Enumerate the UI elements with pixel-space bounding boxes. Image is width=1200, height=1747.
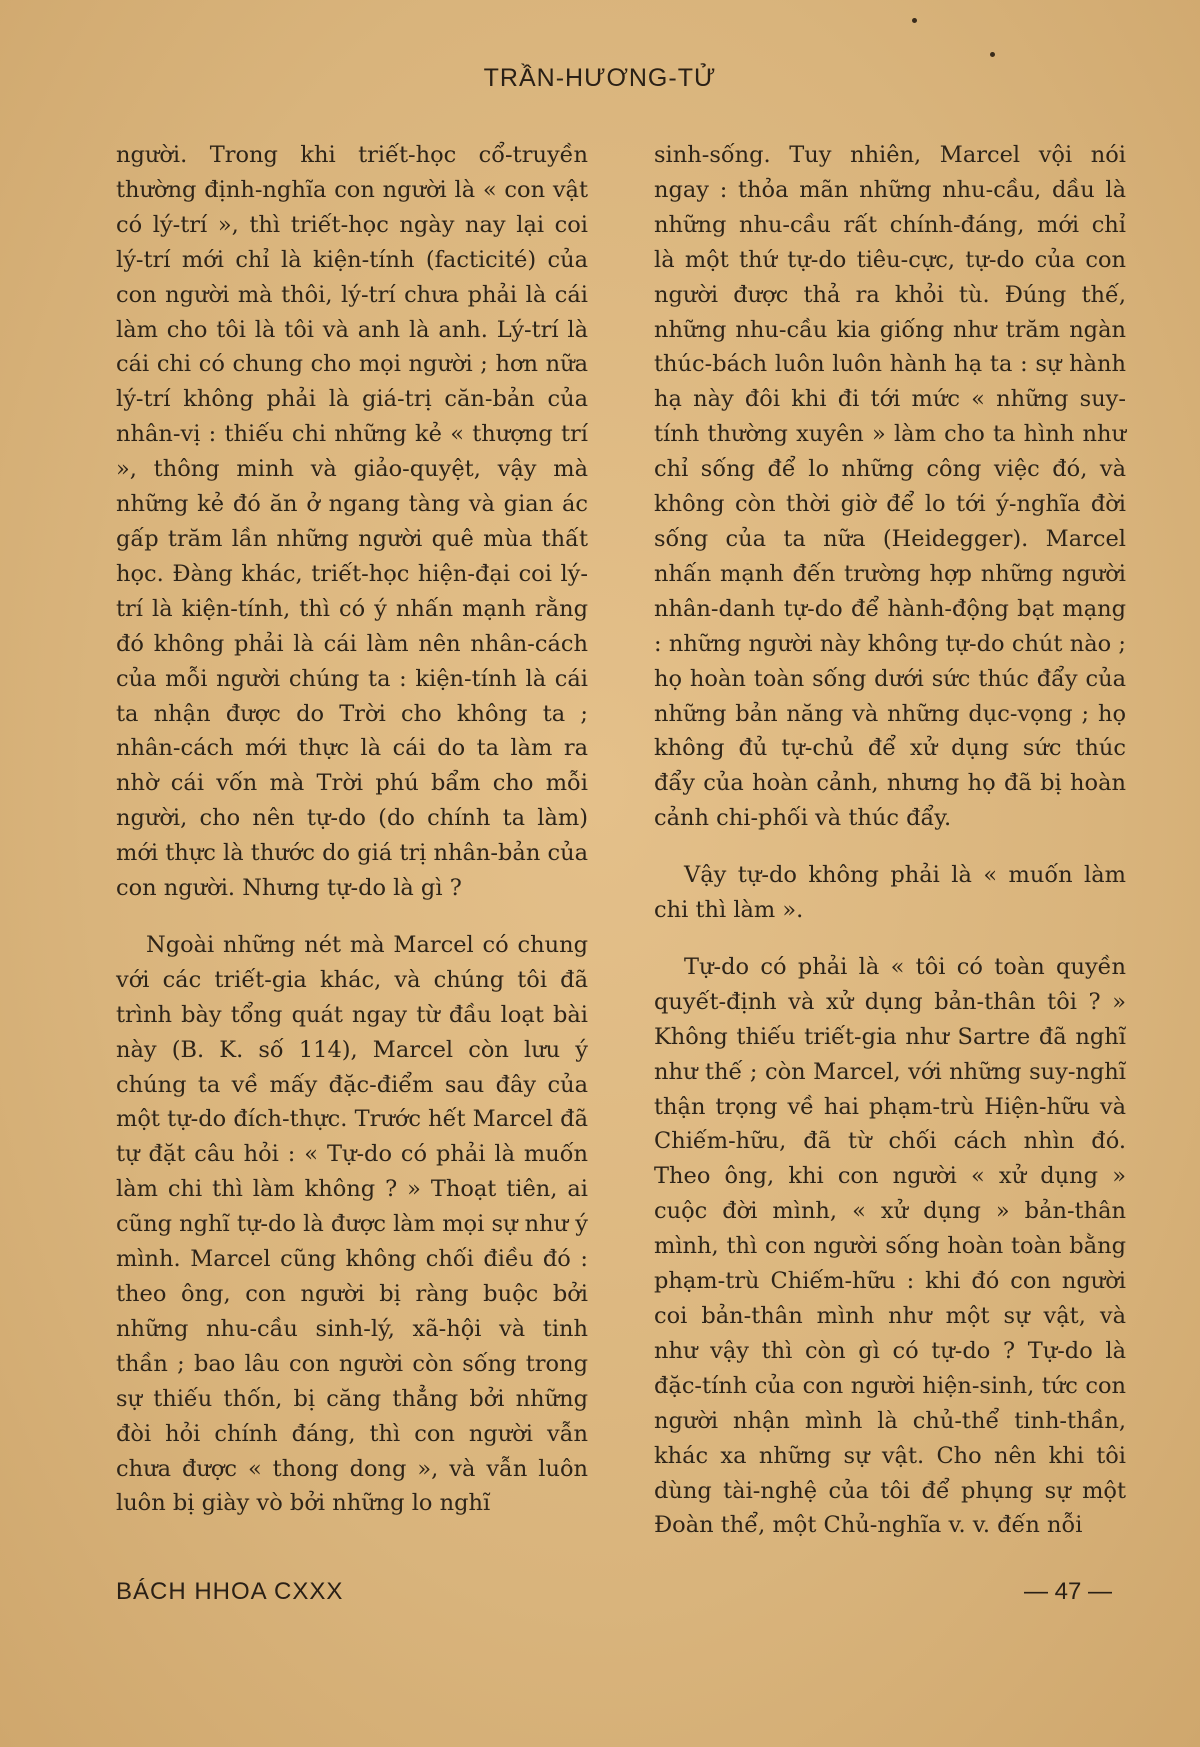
paragraph: Ngoài những nét mà Marcel có chung với các triết-gia khác, và chúng tôi đã trình bày tổng quát ngay từ đầu loạt bài này (B. K. số 114), Marcel còn lưu ý chúng ta về mấy đặc-điểm sau đây của một tự-do đích-thực. Trước hết Marcel đã tự đặt câu hỏi : « Tự-do có phải là muốn làm chi thì làm không ? » Thoạt tiên, ai cũng nghĩ tự-do là được làm mọi sự như ý mình. Marcel cũng không chối điều đó : theo ông, con người bị ràng buộc bởi những nhu-cầu sinh-lý, xã-hội và tinh thần ; bao lâu con người còn sống trong sự thiếu thốn, bị căng thẳng bởi những đòi hỏi chính đáng, thì con người vẫn chưa được « thong dong », và vẫn luôn luôn bị giày vò bởi những lo nghĩ [116, 931, 588, 1517]
left-column [116, 138, 588, 1521]
paragraph: sinh-sống. Tuy nhiên, Marcel vội nói ngay : thỏa mãn những nhu-cầu, dầu là những nhu-cầu rất chính-đáng, mới chỉ là một thứ tự-do tiêu-cực, tự-do của con người được thả ra khỏi tù. Đúng thế, những nhu-cầu kia giống như trăm ngàn thúc-bách luôn luôn hành hạ ta : sự hành hạ này đôi khi đi tới mức « những suy-tính thường xuyên » làm cho ta hình như chỉ sống để lo những công việc đó, và không còn thời giờ để lo tới ý-nghĩa đời sống của ta nữa (Heidegger). Marcel nhấn mạnh đến trường hợp những người nhân-danh tự-do để hành-động bạt mạng : những người này không tự-do chút nào ; họ hoàn toàn sống dưới sức thúc đẩy của những bản năng và những dục-vọng ; họ không đủ tự-chủ để xử dụng sức thúc đẩy của hoàn cảnh, nhưng họ đã bị hoàn cảnh chi-phối và thúc đẩy. [654, 142, 1126, 832]
running-header: TRẦN-HƯƠNG-TỬ [483, 64, 717, 92]
paragraph: Tự-do có phải là « tôi có toàn quyền quyết-định và xử dụng bản-thân tôi ? » Không thiếu triết-gia như Sartre đã nghĩ như thế ; còn Marcel, với những suy-nghĩ thận trọng về hai phạm-trù Hiện-hữu và Chiếm-hữu, đã từ chối cách nhìn đó. Theo ông, khi con người « xử dụng » cuộc đời mình, « xử dụng » bản-thân mình, thì con người sống hoàn toàn bằng phạm-trù Chiếm-hữu : khi đó con người coi bản-thân mình như một sự vật, và như vậy thì còn gì có tự-do ? Tự-do là đặc-tính của con người hiện-sinh, tức con người nhận mình là chủ-thể tinh-thần, khác xa những sự vật. Cho nên khi tôi dùng tài-nghệ của tôi để phụng sự một Đoàn thể, một Chủ-nghĩa v. v. đến nỗi [654, 953, 1126, 1539]
publication-footer: BÁCH HHOA CXXX [116, 1578, 344, 1605]
right-column [654, 138, 1126, 1543]
paragraph: người. Trong khi triết-học cổ-truyền thường định-nghĩa con người là « con vật có lý-trí », thì triết-học ngày nay lại coi lý-trí mới chỉ là kiện-tính (facticité) của con người mà thôi, lý-trí chưa phải là cái làm cho tôi là tôi và anh là anh. Lý-trí là cái chi có chung cho mọi người ; hơn nữa lý-trí không phải là giá-trị căn-bản của nhân-vị : thiếu chi những kẻ « thượng trí », thông minh và giảo-quyệt, vậy mà những kẻ đó ăn ở ngang tàng và gian ác gấp trăm lần những người quê mùa thất học. Đàng khác, triết-học hiện-đại coi lý-trí là kiện-tính, thì có ý nhấn mạnh rằng đó không phải là cái làm nên nhân-cách của mỗi người chúng ta : kiện-tính là cái ta nhận được do Trời cho không ta ; nhân-cách mới thực là cái do ta làm ra nhờ cái vốn mà Trời phú bẩm cho mỗi người, cho nên tự-do (do chính ta làm) mới thực là thước do giá trị nhân-bản của con người. Nhưng tự-do là gì ? [116, 142, 588, 902]
speck-mark [990, 52, 995, 57]
speck-mark [912, 18, 917, 23]
paragraph: Vậy tự-do không phải là « muốn làm chi thì làm ». [654, 862, 1126, 924]
page-number: — 47 — [1023, 1578, 1112, 1605]
